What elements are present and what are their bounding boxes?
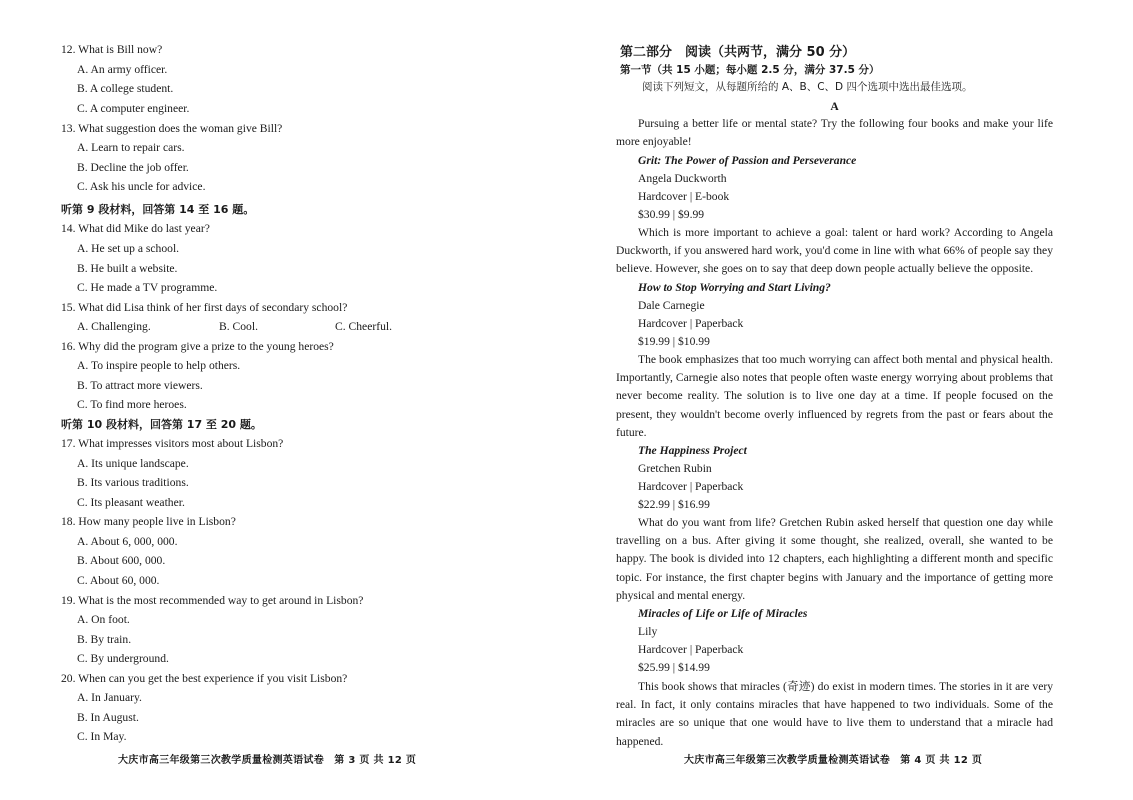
question-19: 19. What is the most recommended way to get around in Lisbon? bbox=[61, 594, 364, 607]
book-description: Which is more important to achieve a goal: talent or hard work? According to Angela Duckworth, if you answered hard work, you'd come in line with what 66% of people say they believe. However, she goes on to say that deep down people actually believe the opposite. bbox=[616, 226, 1053, 276]
page-footer: 大庆市高三年级第三次教学质量检测英语试卷 第 4 页 共 12 页 bbox=[684, 755, 983, 766]
question-16: 16. Why did the program give a prize to the young heroes? bbox=[61, 340, 334, 353]
option: C. Ask his uncle for advice. bbox=[77, 180, 206, 193]
left-page bbox=[0, 0, 566, 800]
instructions: 阅读下列短文，从每题所给的 A、B、C、D 四个选项中选出最佳选项。 bbox=[642, 81, 973, 93]
passage-label: A bbox=[830, 100, 839, 113]
option: C. About 60, 000. bbox=[77, 574, 160, 587]
book-description: The book emphasizes that too much worrying can affect both mental and physical health. Importantly, Carnegie also notes that people often waste energy worrying about problems that never become reality. The solution is to live one day at a time. If people focused on the present, they wouldn't become overly influenced by regrets from the past or fears about the future. bbox=[616, 353, 1053, 439]
section-heading-10: 听第 10 段材料，回答第 17 至 20 题。 bbox=[61, 418, 262, 431]
option: B. A college student. bbox=[77, 82, 174, 95]
book-format: Hardcover | E-book bbox=[638, 190, 730, 203]
right-page bbox=[566, 0, 1133, 800]
section-title: 第一节（共 15 小题；每小题 2.5 分，满分 37.5 分） bbox=[620, 64, 880, 76]
option: B. To attract more viewers. bbox=[77, 379, 203, 392]
book-format: Hardcover | Paperback bbox=[638, 643, 744, 656]
option: A. Challenging. bbox=[77, 320, 151, 333]
book-title: Grit: The Power of Passion and Perseverance bbox=[638, 154, 857, 167]
book-title: The Happiness Project bbox=[638, 444, 747, 457]
option: C. In May. bbox=[77, 730, 127, 743]
option: A. About 6, 000, 000. bbox=[77, 535, 178, 548]
question-15: 15. What did Lisa think of her first days of secondary school? bbox=[61, 301, 348, 314]
book-price: $25.99 | $14.99 bbox=[638, 661, 710, 674]
option: B. Decline the job offer. bbox=[77, 161, 189, 174]
book-author: Angela Duckworth bbox=[638, 172, 727, 185]
question-14: 14. What did Mike do last year? bbox=[61, 222, 210, 235]
option: B. He built a website. bbox=[77, 262, 178, 275]
option: A. Learn to repair cars. bbox=[77, 141, 185, 154]
book-title: How to Stop Worrying and Start Living? bbox=[638, 281, 831, 294]
question-20: 20. When can you get the best experience if you visit Lisbon? bbox=[61, 672, 348, 685]
option: C. Cheerful. bbox=[335, 320, 392, 333]
option: B. In August. bbox=[77, 711, 139, 724]
question-18: 18. How many people live in Lisbon? bbox=[61, 515, 236, 528]
option: C. To find more heroes. bbox=[77, 398, 187, 411]
book-title: Miracles of Life or Life of Miracles bbox=[638, 607, 808, 620]
book-description: This book shows that miracles (奇迹) do exist in modern times. The stories in it are very real. In fact, it only contains miracles that have happened to two individuals. Some of the miracles are so unique that one would have to live them to understand that a miracle had happened. bbox=[616, 680, 1053, 748]
option: C. A computer engineer. bbox=[77, 102, 190, 115]
book-price: $22.99 | $16.99 bbox=[638, 498, 710, 511]
option: A. To inspire people to help others. bbox=[77, 359, 241, 372]
part-title: 第二部分 阅读（共两节，满分 50 分） bbox=[620, 45, 856, 60]
option: C. Its pleasant weather. bbox=[77, 496, 185, 509]
question-17: 17. What impresses visitors most about Lisbon? bbox=[61, 437, 284, 450]
option: A. On foot. bbox=[77, 613, 130, 626]
option: C. He made a TV programme. bbox=[77, 281, 218, 294]
question-12: 12. What is Bill now? bbox=[61, 43, 163, 56]
book-price: $19.99 | $10.99 bbox=[638, 335, 710, 348]
book-price: $30.99 | $9.99 bbox=[638, 208, 705, 221]
book-author: Dale Carnegie bbox=[638, 299, 705, 312]
option: A. In January. bbox=[77, 691, 142, 704]
page-footer: 大庆市高三年级第三次教学质量检测英语试卷 第 3 页 共 12 页 bbox=[118, 755, 417, 766]
option: B. About 600, 000. bbox=[77, 554, 166, 567]
option: A. Its unique landscape. bbox=[77, 457, 189, 470]
section-heading-9: 听第 9 段材料，回答第 14 至 16 题。 bbox=[61, 203, 255, 216]
book-author: Gretchen Rubin bbox=[638, 462, 712, 475]
passage-intro: Pursuing a better life or mental state? Try the following four books and make your life more enjoyable! bbox=[616, 117, 1053, 149]
option: A. He set up a school. bbox=[77, 242, 180, 255]
question-13: 13. What suggestion does the woman give Bill? bbox=[61, 122, 283, 135]
book-description: What do you want from life? Gretchen Rubin asked herself that question one day while travelling on a bus. After giving it some thought, she realized, overall, she wanted to be happy. The book is divided into 12 chapters, each highlighting a different month and specific topic. For instance, the first chapter begins with January and the importance of getting more physical and mental energy. bbox=[616, 516, 1053, 602]
book-author: Lily bbox=[638, 625, 658, 638]
option: B. Cool. bbox=[219, 320, 258, 333]
book-format: Hardcover | Paperback bbox=[638, 317, 744, 330]
book-format: Hardcover | Paperback bbox=[638, 480, 744, 493]
option: A. An army officer. bbox=[77, 63, 168, 76]
option: B. By train. bbox=[77, 633, 132, 646]
option: C. By underground. bbox=[77, 652, 169, 665]
option: B. Its various traditions. bbox=[77, 476, 189, 489]
